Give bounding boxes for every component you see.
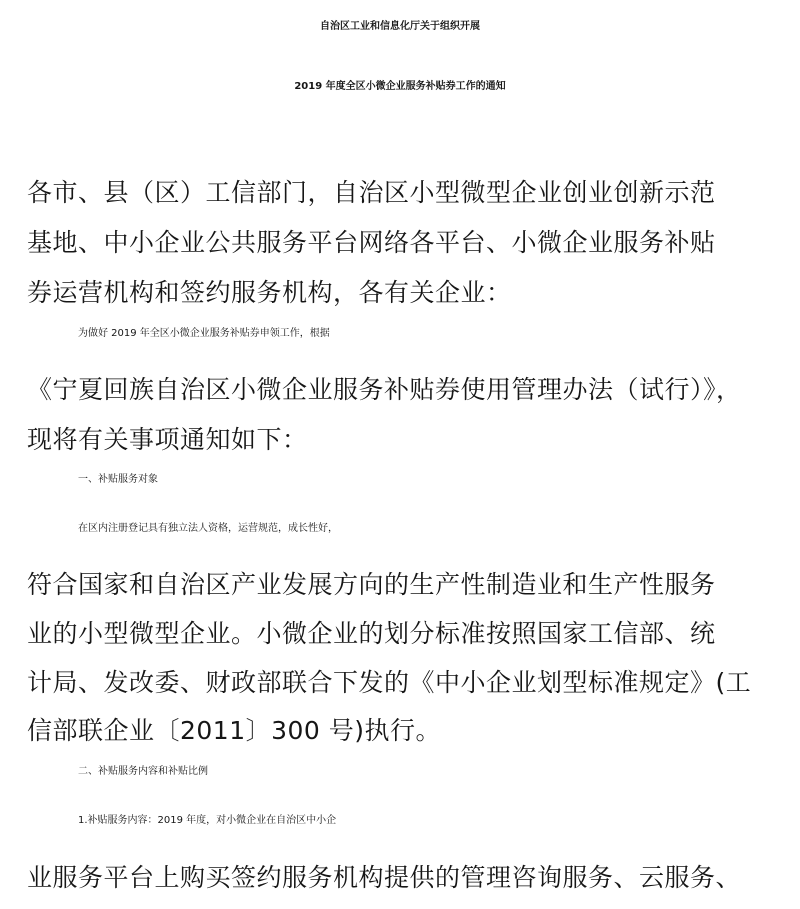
salutation-line-2: 基地、中小企业公共服务平台网络各平台、小微企业服务补贴: [27, 228, 716, 257]
section-1-line-5: 信部联企业〔2011〕300 号)执行。: [27, 716, 442, 745]
section-1-line-4: 计局、发改委、财政部联合下发的《中小企业划型标准规定》(工: [27, 668, 752, 697]
section-heading-2: 二、补贴服务内容和补贴比例: [78, 766, 208, 777]
section-1-line-1: 在区内注册登记具有独立法人资格，运营规范，成长性好，: [78, 523, 338, 534]
section-heading-1: 一、补贴服务对象: [78, 474, 158, 485]
salutation-line-1: 各市、县（区）工信部门，自治区小型微型企业创业创新示范: [27, 178, 716, 207]
document-title-line-2: 2019 年度全区小微企业服务补贴券工作的通知: [294, 81, 506, 92]
intro-paragraph-line-2: 《宁夏回族自治区小微企业服务补贴券使用管理办法（试行）》，: [27, 375, 742, 404]
section-1-line-2: 符合国家和自治区产业发展方向的生产性制造业和生产性服务: [27, 570, 716, 599]
intro-paragraph-line-1: 为做好 2019 年全区小微企业服务补贴券申领工作，根据: [78, 328, 330, 339]
section-1-line-3: 业的小型微型企业。小微企业的划分标准按照国家工信部、统: [27, 619, 716, 648]
section-2-line-1: 1.补贴服务内容：2019 年度，对小微企业在自治区中小企: [78, 815, 337, 826]
document-title-line-1: 自治区工业和信息化厅关于组织开展: [320, 21, 480, 32]
intro-paragraph-line-3: 现将有关事项通知如下：: [27, 425, 308, 454]
salutation-line-3: 券运营机构和签约服务机构，各有关企业：: [27, 278, 512, 307]
section-2-line-2: 业服务平台上购买签约服务机构提供的管理咨询服务、云服务、: [27, 863, 742, 892]
